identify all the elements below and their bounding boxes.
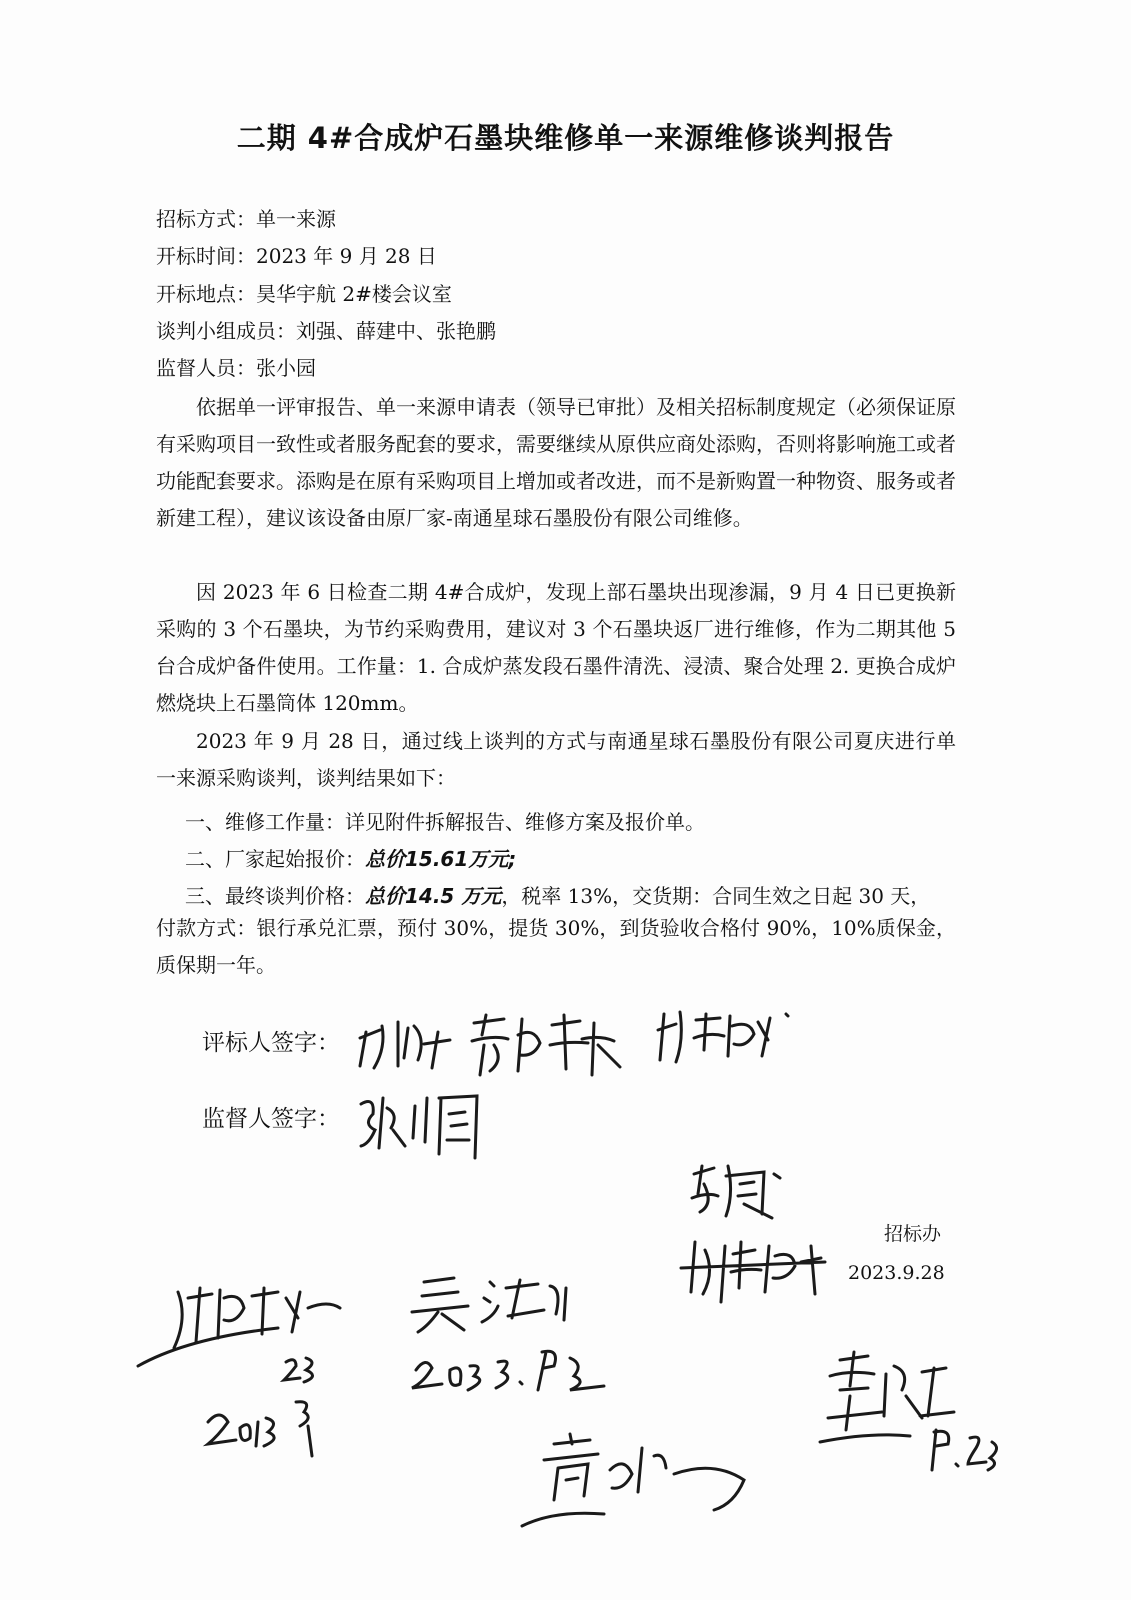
meta-value: 昊华宇航 2#楼会议室 <box>256 282 452 306</box>
signature-xue-jianzhong <box>464 1005 634 1089</box>
meta-value: 2023 年 9 月 28 日 <box>256 244 437 268</box>
meta-value: 张小园 <box>256 356 316 380</box>
signature-gao <box>514 1430 754 1544</box>
result-item-2-value: 总价15.61万元; <box>365 847 517 871</box>
paragraph-basis: 依据单一评审报告、单一来源申请表（领导已审批）及相关招标制度规定（必须保证原有采购项目一致性或者服务配套的要求，需要继续从原供应商处添购，否则将影响施工或者功能配套要求。添购是在原有采购项目上增加或者改进，而不是新购置一种物资、服务或者新建工程），建议该设备由原厂家-南通星球石墨股份有限公司维修。 <box>156 395 956 530</box>
signature-handwritten-date-1 <box>200 1352 350 1466</box>
signature-zhang-yanpeng <box>650 1000 790 1074</box>
result-item-1: 一、维修工作量：详见附件拆解报告、维修方案及报价单。 <box>185 810 705 834</box>
document-title: 二期 4#合成炉石墨块维修单一来源维修谈判报告 <box>236 121 895 155</box>
meta-opening-time <box>156 244 437 268</box>
result-item-3-rest: ，税率 13%，交货期：合同生效之日起 30 天， <box>501 884 931 908</box>
signature-wu-hong <box>398 1266 638 1400</box>
meta-negotiation-members <box>156 319 496 343</box>
result-item-3 <box>185 880 930 909</box>
result-item-2-label: 二、厂家起始报价： <box>185 847 365 871</box>
signature-li-feng <box>675 1232 835 1316</box>
result-item-3-label: 三、最终谈判价格： <box>185 884 365 908</box>
signature-handwritten-date-3 <box>926 1424 1006 1488</box>
meta-supervisor <box>156 356 316 380</box>
meta-value: 刘强、薛建中、张艳鹏 <box>296 319 496 343</box>
signature-liu-qiang <box>352 1008 462 1082</box>
paragraph-negotiation: 2023 年 9 月 28 日，通过线上谈判的方式与南通星球石墨股份有限公司夏庆进行单一来源采购谈判，谈判结果如下： <box>156 729 956 790</box>
meta-opening-place <box>156 282 452 306</box>
meta-label: 开标地点： <box>156 282 256 306</box>
result-item-3-value: 总价14.5 万元 <box>365 884 502 908</box>
meta-label: 开标时间： <box>156 244 256 268</box>
paragraph-reason: 因 2023 年 6 日检查二期 4#合成炉，发现上部石墨块出现渗漏，9 月 4 日已更换新采购的 3 个石墨块，为节约采购费用，建议对 3 个石墨块返厂进行维修，作为二期其他 5 台合成炉备件使用。工作量：1. 合成炉蒸发段石墨件清洗、浸渍、聚合处理 2. 更换合成炉燃烧块上石墨筒体 120mm。 <box>156 580 956 715</box>
meta-value: 单一来源 <box>256 207 336 231</box>
evaluator-signature-label: 评标人签字： <box>202 1030 340 1056</box>
bidding-office: 招标办 <box>884 1223 942 1245</box>
result-item-2 <box>185 843 516 872</box>
meta-bidding-method <box>156 207 336 231</box>
result-item-3-continued: 付款方式：银行承兑汇票，预付 30%，提货 30%，到货验收合格付 90%，10%质保金，质保期一年。 <box>156 916 956 977</box>
supervisor-signature-label: 监督人签字： <box>202 1106 340 1132</box>
signature-liu-wei <box>684 1154 794 1228</box>
meta-label: 招标方式： <box>156 207 256 231</box>
meta-label: 谈判小组成员： <box>156 319 296 343</box>
bidding-office-date: 2023.9.28 <box>848 1262 945 1284</box>
signature-zhang-xiaoyuan <box>355 1084 485 1168</box>
meta-label: 监督人员： <box>156 356 256 380</box>
